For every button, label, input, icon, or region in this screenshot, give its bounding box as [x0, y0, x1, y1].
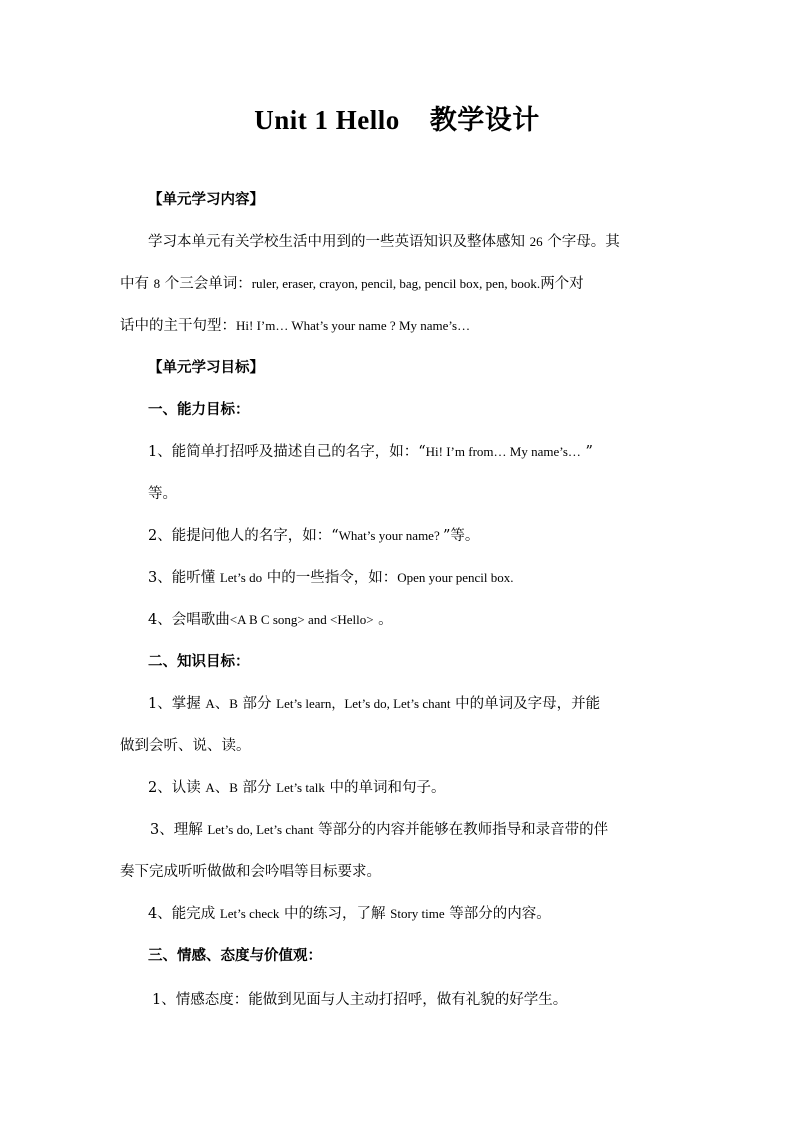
knowledge-goal-3: 3、理解 Let’s do, Let’s chant 等部分的内容并能够在教师指导和录音带的伴: [150, 822, 609, 838]
knowledge-goal-2: 2、认读 A、B 部分 Let’s talk 中的单词和句子。: [148, 780, 446, 796]
emotion-goals-heading: 三、情感、态度与价值观：: [148, 947, 322, 964]
page-title: [0, 98, 794, 137]
content-paragraph-line-1: 学习本单元有关学校生活中用到的一些英语知识及整体感知 26 个字母。其: [148, 234, 620, 250]
ability-goal-1: 1、能简单打招呼及描述自己的名字，如：“Hi! I’m from… My name’s… ”: [148, 444, 593, 460]
content-paragraph-line-3: 话中的主干句型：Hi! I’m… What’s your name ? My name’s…: [120, 318, 471, 334]
ability-goal-4: 4、会唱歌曲<A B C song> and <Hello> 。: [148, 612, 393, 628]
ability-goal-3: 3、能听懂 Let’s do 中的一些指令，如：Open your pencil box.: [148, 570, 514, 586]
knowledge-goals-heading: 二、知识目标：: [148, 653, 250, 670]
title-chinese: 教学设计: [429, 105, 540, 135]
section-heading-goals: 【单元学习目标】: [148, 359, 264, 376]
knowledge-goal-1: 1、掌握 A、B 部分 Let’s learn，Let’s do, Let’s chant 中的单词及字母，并能: [148, 696, 601, 712]
vocabulary-words: ruler, eraser, crayon, pencil, bag, pencil box, pen, book.: [251, 276, 541, 291]
ability-goals-heading: 一、能力目标：: [148, 401, 250, 418]
ability-goal-2: 2、能提问他人的名字，如：“What’s your name? ”等。: [148, 528, 480, 544]
title-english: Unit 1 Hello: [254, 105, 400, 135]
key-sentences: Hi! I’m… What’s your name ? My name’s…: [236, 318, 471, 333]
content-paragraph-line-2: 中有 8 个三会单词：ruler, eraser, crayon, pencil, bag, pencil box, pen, book.两个对: [120, 276, 584, 292]
knowledge-goal-4: 4、能完成 Let’s check 中的练习，了解 Story time 等部分的内容。: [148, 906, 551, 922]
knowledge-goal-1-cont: 做到会听、说、读。: [120, 738, 251, 754]
ability-goal-1-cont: 等。: [148, 486, 177, 502]
knowledge-goal-3-cont: 奏下完成听听做做和会吟唱等目标要求。: [120, 864, 381, 880]
emotion-goal-1: 1、情感态度：能做到见面与人主动打招呼，做有礼貌的好学生。: [152, 992, 568, 1008]
section-heading-content: 【单元学习内容】: [148, 191, 264, 208]
